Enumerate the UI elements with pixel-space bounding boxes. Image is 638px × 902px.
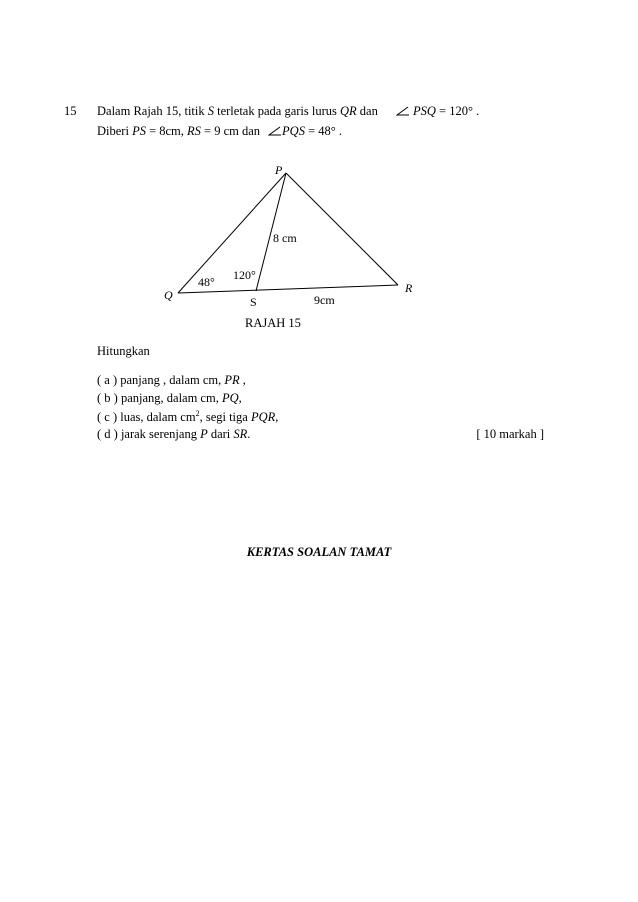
superscript: 2 — [195, 409, 200, 418]
text: = 48° . — [304, 124, 343, 138]
text: Diberi — [97, 124, 133, 138]
label-p: P — [275, 163, 283, 177]
side-pr — [286, 173, 398, 285]
text: = 120° . — [435, 104, 480, 118]
text: = 9 cm dan — [200, 124, 261, 138]
tasks-intro: Hitungkan — [97, 344, 150, 358]
label-q: Q — [164, 288, 173, 302]
angle-q-label: 48° — [198, 275, 215, 289]
task-b — [97, 391, 242, 406]
var-pq: PQ — [221, 391, 239, 405]
side-pq — [178, 173, 286, 293]
task-c — [97, 409, 278, 425]
label-ps-length: 8 cm — [273, 231, 297, 245]
angle-s-label: 120° — [233, 268, 256, 282]
label-s: S — [250, 295, 257, 309]
text: ( d ) jarak serenjang — [97, 427, 201, 441]
figure-caption: RAJAH 15 — [245, 316, 301, 330]
var-sr: SR — [233, 427, 248, 441]
text: ( b ) panjang, dalam cm, — [97, 391, 222, 405]
text: , segi tiga — [199, 410, 251, 425]
var-psq: PSQ — [412, 104, 436, 118]
marks-label: [ 10 markah ] — [476, 427, 544, 441]
var-pqs: PQS — [282, 124, 305, 138]
task-a — [97, 373, 246, 388]
var-pqr: PQR — [250, 410, 276, 425]
text: . — [247, 427, 251, 441]
text: = 8cm, — [145, 124, 188, 138]
question-number: 15 — [64, 104, 77, 118]
text: ( a ) panjang , dalam cm, — [97, 373, 225, 387]
text: , — [275, 410, 279, 425]
task-d — [97, 427, 250, 442]
var-p: P — [200, 427, 208, 441]
text: Dalam Rajah 15, titik — [97, 104, 208, 118]
var-s: S — [207, 104, 214, 118]
text: dan — [356, 104, 378, 118]
var-ps: PS — [132, 124, 146, 138]
text: dari — [207, 427, 234, 441]
var-pr: PR — [224, 373, 240, 387]
var-qr: QR — [340, 104, 357, 118]
text: , — [239, 373, 246, 387]
text: ( c ) luas, dalam cm — [97, 410, 196, 425]
label-sr-length: 9cm — [314, 293, 335, 307]
var-rs: RS — [187, 124, 201, 138]
label-r: R — [405, 281, 413, 295]
text: , — [238, 391, 242, 405]
text: terletak pada garis lurus — [214, 104, 340, 118]
paper-end-footer: KERTAS SOALAN TAMAT — [246, 545, 392, 559]
